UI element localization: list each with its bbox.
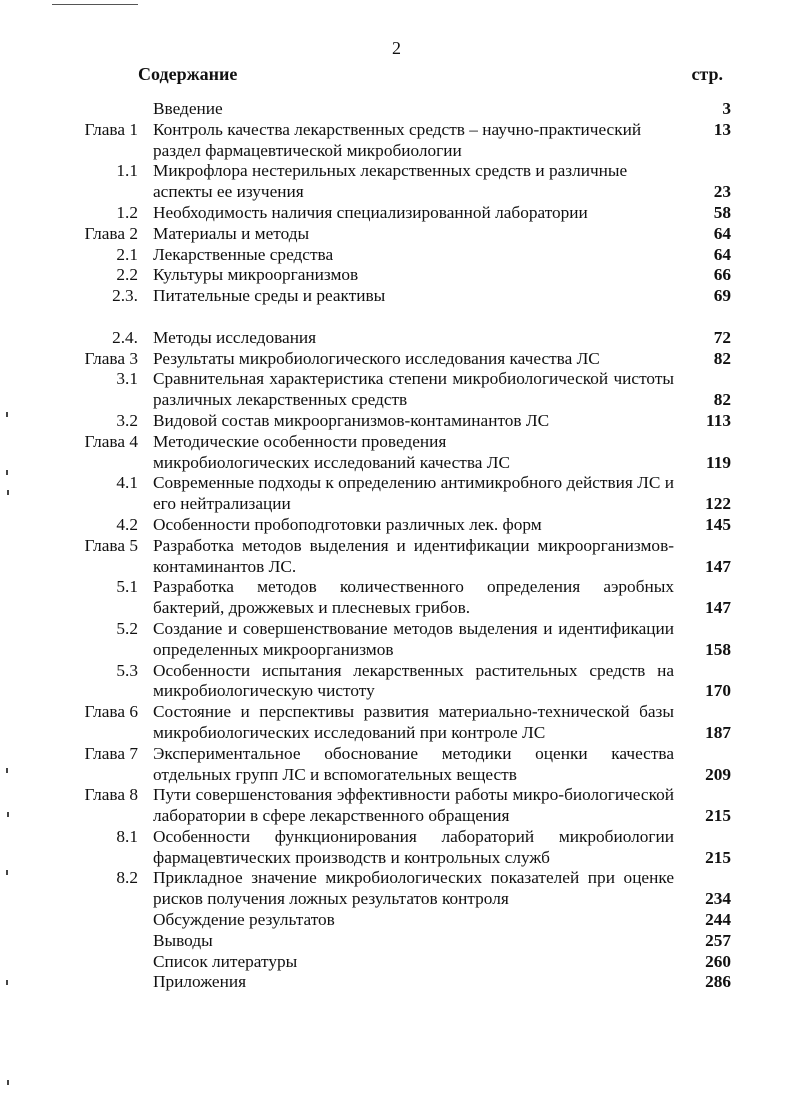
toc-entry-number: 2.4. [112, 327, 138, 347]
toc-entry-page: 145 [705, 514, 731, 534]
toc-entry-number: 5.2 [116, 618, 138, 638]
toc-entry-title: Создание и совершенствование методов выделения и идентификации определенных микроорганизмов [153, 618, 674, 659]
toc-entry-title: Пути совершенстования эффективности работы микро-биологической лаборатории в сфере лекарственного обращения [153, 785, 674, 826]
toc-entry-page: 58 [713, 202, 731, 222]
toc-entry-number: Глава 2 [84, 223, 138, 243]
toc-entry-discussion [0, 910, 793, 931]
toc-entry-title: Введение [153, 99, 223, 118]
toc-entry-page: 215 [705, 847, 731, 867]
toc-entry-page: 119 [706, 452, 731, 472]
page-column-label: стр. [691, 64, 723, 84]
toc-entry-page: 147 [705, 598, 731, 618]
toc-entry-title: Методы исследования [153, 327, 317, 347]
toc-entry-page: 234 [705, 889, 731, 909]
toc-entry-number: Глава 6 [84, 702, 138, 722]
toc-entry-title: Разработка методов выделения и идентификации микроорганизмов-контаминантов ЛС. [153, 535, 674, 576]
toc-entry-page: 260 [705, 951, 731, 971]
toc-entry-title: Лекарственные средства [153, 244, 334, 264]
toc-entry-title: Особенности испытания лекарственных растительных средств на микробиологическую чистоту [153, 660, 674, 701]
toc-entry-page: 147 [705, 556, 731, 576]
toc-entry-title: Особенности пробоподготовки различных лек. форм [153, 514, 542, 534]
toc-entry-number: Глава 4 [84, 431, 138, 451]
toc-entry-number: 8.1 [116, 826, 138, 846]
toc-entry-title: Выводы [153, 930, 213, 950]
toc-entry-chapter-8 [0, 785, 793, 827]
toc-heading: Содержание [138, 64, 238, 84]
toc-entry-page: 244 [705, 910, 731, 930]
toc-entry-5-3 [0, 661, 793, 703]
toc-entry-page: 286 [705, 972, 731, 992]
toc-entry-5-2 [0, 619, 793, 661]
toc-entry-number: Глава 7 [84, 743, 138, 763]
toc-entry-references [0, 952, 793, 973]
toc-entry-number: Глава 3 [84, 348, 138, 368]
toc-entry-title: Современные подходы к определению антимикробного действия ЛС и его нейтрализации [153, 473, 674, 514]
toc-entry-page: 122 [705, 494, 731, 514]
toc-entry-chapter-7 [0, 744, 793, 786]
toc-entry-number: 1.2 [116, 202, 138, 222]
toc-entry-8-2 [0, 868, 793, 910]
toc-entry-number: 5.3 [116, 660, 138, 680]
toc-entry-number: 2.1 [116, 244, 138, 264]
toc-entry-introduction [0, 99, 793, 120]
toc-entry-number: 2.3. [112, 286, 138, 306]
toc-entry-title: Видовой состав микроорганизмов-контаминантов ЛС [153, 410, 550, 430]
toc-entry-number: Глава 8 [84, 785, 138, 805]
page-number: 2 [392, 38, 401, 58]
toc-entry-title: Результаты микробиологического исследования качества ЛС [153, 348, 600, 368]
toc-entry-page: 64 [713, 223, 731, 243]
toc-entry-title: Сравнительная характеристика степени микробиологической чистоты различных лекарственных средств [153, 369, 674, 410]
toc-entry-chapter-5 [0, 536, 793, 578]
toc-entry-1-1 [0, 161, 793, 203]
toc-entry-page: 82 [713, 348, 731, 368]
toc-entry-page: 64 [713, 244, 731, 264]
scan-speck [6, 470, 8, 475]
toc-entry-page: 72 [713, 327, 731, 347]
toc-entry-title: Разработка методов количественного определения аэробных бактерий, дрожжевых и плесневых грибов. [153, 577, 674, 618]
toc-entry-page: 257 [705, 930, 731, 950]
toc-entry-page: 170 [705, 681, 731, 701]
toc-entry-3-1 [0, 369, 793, 411]
toc-entry-number: 1.1 [116, 161, 138, 181]
toc-entry-title: Особенности функционирования лабораторий микробиологии фармацевтических производств и контрольных служб [153, 826, 674, 867]
toc-entry-chapter-1 [0, 120, 793, 162]
scan-speck [7, 490, 9, 495]
toc-entry-page: 13 [713, 119, 731, 139]
toc-entry-page: 187 [705, 722, 731, 742]
toc-entry-page: 158 [705, 639, 731, 659]
scan-speck [7, 1080, 9, 1085]
toc-entry-number: 4.2 [116, 514, 138, 534]
toc-entry-title: Микрофлора нестерильных лекарственных средств и различные аспекты ее изучения [153, 161, 628, 202]
toc-entry-number: 8.2 [116, 868, 138, 888]
scan-speck [6, 980, 8, 985]
toc-entry-appendices [0, 972, 793, 993]
toc-entry-number: 5.1 [116, 577, 138, 597]
toc-entry-2-3 [0, 286, 793, 307]
toc-entry-4-1 [0, 473, 793, 515]
toc-entry-title: Питательные среды и реактивы [153, 286, 386, 306]
toc-entry-title: Обсуждение результатов [153, 910, 335, 930]
toc-entry-conclusions [0, 931, 793, 952]
toc-entry-4-2 [0, 515, 793, 536]
scan-artifact-line [52, 4, 138, 5]
toc-entry-number: 3.1 [116, 369, 138, 389]
toc-entry-page: 66 [713, 265, 731, 285]
toc-entry-title: Экспериментальное обоснование методики оценки качества отдельных групп ЛС и вспомогательных веществ [153, 743, 674, 784]
toc-entry-number: 2.2 [116, 265, 138, 285]
toc-entry-page: 215 [705, 806, 731, 826]
toc-entry-3-2 [0, 411, 793, 432]
toc-entry-number: 4.1 [116, 473, 138, 493]
scan-speck [6, 768, 8, 773]
toc-entry-number: Глава 5 [84, 535, 138, 555]
toc-entry-page: 23 [713, 182, 731, 202]
toc-entry-8-1 [0, 827, 793, 869]
toc-entry-title: Список литературы [153, 951, 298, 971]
toc-entry-chapter-3 [0, 349, 793, 370]
scan-speck [6, 870, 8, 875]
toc-entry-chapter-2 [0, 224, 793, 245]
toc-entry-title: Необходимость наличия специализированной лаборатории [153, 202, 588, 222]
toc-entry-2-4 [0, 328, 793, 349]
toc-entry-page: 113 [706, 410, 731, 430]
toc-entry-5-1 [0, 577, 793, 619]
toc-entry-number: 3.2 [116, 410, 138, 430]
toc-entry-1-2 [0, 203, 793, 224]
toc-entry-title: Методические особенности проведения микробиологических исследований качества ЛС [153, 431, 511, 472]
toc-entry-title: Прикладное значение микробиологических показателей при оценке рисков получения ложных результатов контроля [153, 868, 674, 909]
toc-entry-page: 209 [705, 764, 731, 784]
toc-entry-chapter-4 [0, 432, 793, 474]
toc-entry-page: 82 [713, 390, 731, 410]
toc-entry-title: Контроль качества лекарственных средств – научно-практический раздел фармацевтической микробиологии [153, 119, 642, 160]
toc-entry-number: Глава 1 [84, 119, 138, 139]
toc-entry-title: Материалы и методы [153, 223, 310, 243]
toc-entry-page: 69 [713, 286, 731, 306]
scan-speck [7, 812, 9, 817]
toc-entry-chapter-6 [0, 702, 793, 744]
blank-line [0, 307, 793, 328]
toc-entry-page: 3 [722, 99, 731, 118]
toc-entry-title: Приложения [153, 972, 247, 992]
toc-entry-title: Культуры микроорганизмов [153, 265, 359, 285]
scan-speck [6, 412, 8, 417]
toc-entry-title: Состояние и перспективы развития материально-технической базы микробиологических исследований при контроле ЛС [153, 702, 674, 742]
table-of-contents [0, 99, 793, 993]
toc-entry-2-1 [0, 245, 793, 266]
toc-entry-2-2 [0, 265, 793, 286]
